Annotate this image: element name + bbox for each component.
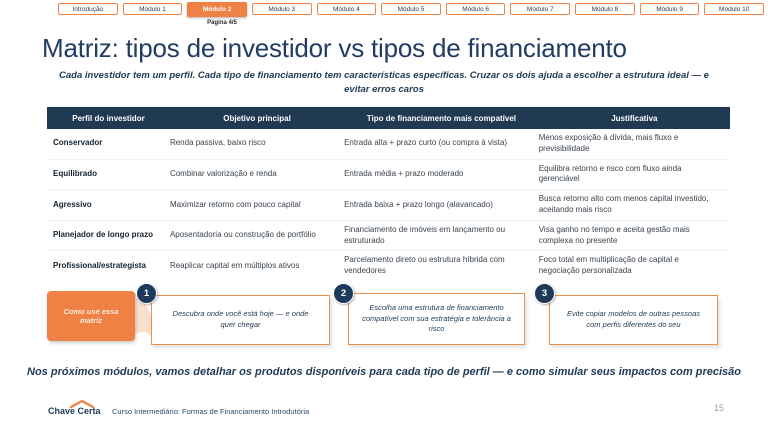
subtitle: Cada investidor tem um perfil. Cada tipo de financiamento tem características específicas. Cruzar os dois ajuda a escolher a estrutura ideal — e evitar erros caros [59, 70, 709, 96]
matrix-table [47, 107, 730, 281]
module-nav [58, 3, 764, 17]
step-2-badge: 2 [333, 283, 354, 304]
cell-financing: Entrada alta + prazo curto (ou compra à vista) [344, 138, 508, 148]
step-1-box: Descubra onde você está hoje — e onde quer chegar [151, 295, 330, 345]
cell-financing: Entrada média + prazo moderado [344, 168, 464, 178]
cell-financing: Entrada baixa + prazo longo (alavancado) [344, 199, 493, 209]
cell-justification: Equilibra retorno e risco com fluxo ainda gerenciável [538, 163, 682, 184]
course-name: Curso Intermediário: Formas de Financiamento Introdutória [112, 407, 310, 416]
cell-profile: Conservador [53, 138, 103, 148]
tab-modulo-6[interactable]: Módulo 6 [446, 3, 506, 15]
page-indicator: Página 4/5 [207, 20, 237, 26]
tab-modulo-2[interactable]: Módulo 2 [187, 2, 247, 17]
cell-justification: Busca retorno alto com menos capital investido, aceitando mais risco [538, 194, 709, 214]
closing-statement: Nos próximos módulos, vamos detalhar os produtos disponíveis para cada tipo de perfil — e como simular seus impactos com precisão [27, 366, 741, 378]
cell-objective: Combinar valorização e renda [169, 168, 277, 178]
tab-modulo-8[interactable]: Módulo 8 [575, 3, 635, 15]
cell-profile: Planejador de longo prazo [53, 230, 154, 240]
cell-objective: Renda passiva, baixo risco [169, 138, 266, 148]
page-number: 15 [713, 403, 724, 413]
cell-profile: Equilibrado [53, 168, 97, 178]
tab-introducao[interactable]: Introdução [58, 3, 118, 15]
step-3-box: Evite copiar modelos de outras pessoas com perfis diferentes do seu [549, 295, 718, 345]
tab-modulo-1[interactable]: Módulo 1 [123, 3, 183, 15]
table-row [47, 251, 730, 281]
column-header-justification: Justificativa [611, 113, 658, 123]
howto-label-box: Como use essa matriz [47, 291, 135, 341]
page-title: Matriz: tipos de investidor vs tipos de financiamento [42, 33, 627, 63]
table-header-row [47, 107, 730, 129]
cell-objective: Reaplicar capital em múltiplos ativos [169, 260, 300, 270]
cell-justification: Menos exposição à dívida, mais fluxo e previsibilidade [538, 133, 679, 153]
tab-modulo-7[interactable]: Módulo 7 [510, 3, 570, 15]
cell-justification: Foco total em multiplicação de capital e negociação personalizada [538, 255, 679, 276]
column-header-profile: Perfil do investidor [72, 113, 145, 123]
table-row [47, 160, 730, 191]
cell-objective: Maximizar retorno com pouco capital [169, 199, 301, 209]
cell-profile: Agressivo [53, 199, 92, 209]
tab-modulo-5[interactable]: Módulo 5 [381, 3, 441, 15]
column-header-financing: Tipo de financiamento mais compatível [366, 113, 517, 123]
cell-justification: Visa ganho no tempo e aceita gestão mais complexa no presente [538, 224, 690, 245]
cell-financing: Financiamento de imóveis em lançamento ou estruturado [344, 224, 506, 245]
table-row [47, 221, 730, 252]
brand-logo-text: Chave Certa [48, 406, 101, 416]
column-header-objective: Objetivo principal [223, 113, 291, 123]
cell-objective: Aposentadoria ou construção de portfólio [169, 230, 316, 240]
cell-profile: Profissional/estrategista [53, 260, 146, 270]
step-1-badge: 1 [136, 283, 157, 304]
tab-modulo-9[interactable]: Módulo 9 [640, 3, 700, 15]
step-2-box: Escolha uma estrutura de financiamento compatível com sua estratégia e tolerância a risco [348, 293, 525, 345]
cell-financing: Parcelamento direto ou estrutura híbrida com vendedores [344, 255, 505, 276]
table-row [47, 190, 730, 221]
table-row [47, 129, 730, 160]
tab-modulo-10[interactable]: Módulo 10 [704, 3, 764, 15]
tab-modulo-4[interactable]: Módulo 4 [317, 3, 377, 15]
step-3-badge: 3 [534, 283, 555, 304]
tab-modulo-3[interactable]: Módulo 3 [252, 3, 312, 15]
